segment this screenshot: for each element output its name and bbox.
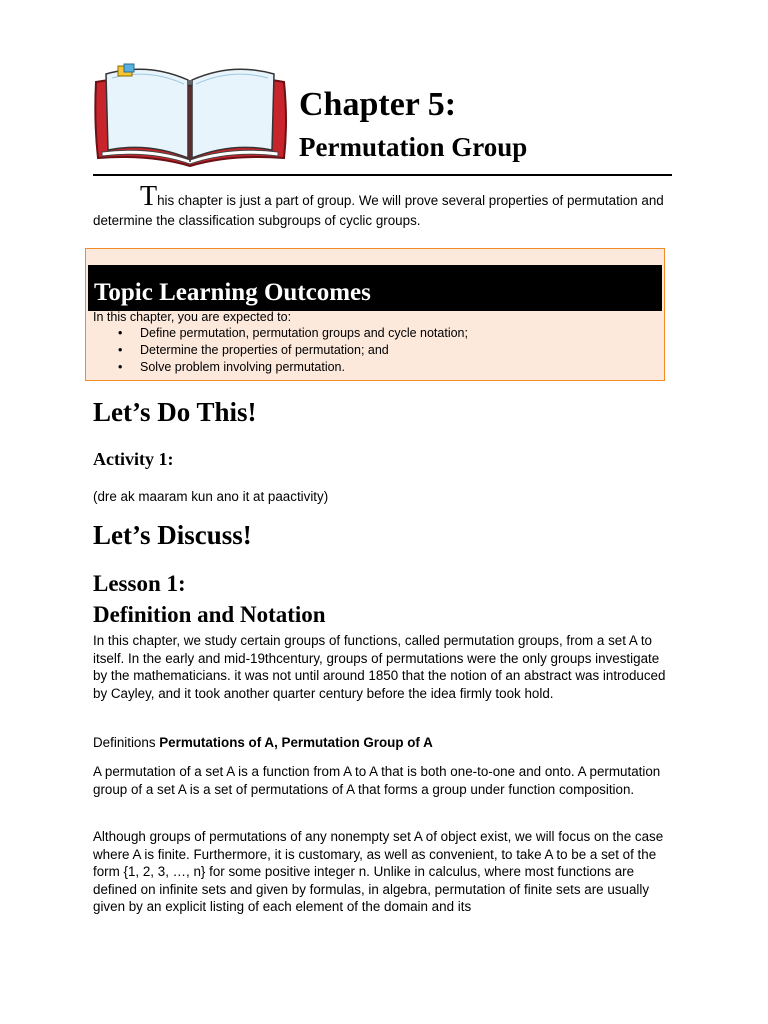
header-divider: [93, 174, 672, 176]
chapter-title: Chapter 5:: [299, 86, 457, 123]
activity-heading: Activity 1:: [93, 449, 174, 469]
paragraph-definition: A permutation of a set A is a function from A to A that is both one-to-one and onto. A permutation group of a set A is a set of permutations of A that forms a group under function composition.: [93, 764, 661, 797]
chapter-subtitle: Permutation Group: [299, 132, 528, 162]
definitions-line: [93, 734, 677, 752]
list-item: • Solve problem involving permutation.: [118, 359, 468, 376]
paragraph-finite-sets: Although groups of permutations of any nonempty set A of object exist, we will focus on the case where A is finite. Furthermore, it is customary, as well as convenient, to take A to be a set of the form {1, 2, 3, …, n} for some positive integer n. Unlike in calculus, where most functions are defined on infinite sets and given by formulas, in algebra, permutation of finite sets are usually given by an explicit listing of each element of the domain and its: [93, 829, 664, 915]
definitions-label: Definitions: [93, 735, 160, 750]
list-item: • Determine the properties of permutation; and: [118, 342, 468, 359]
drop-cap: T: [140, 181, 158, 212]
lesson-title: Definition and Notation: [93, 602, 326, 627]
lesson-heading: Lesson 1:: [93, 571, 186, 596]
learning-outcomes-box: [85, 248, 665, 381]
learning-outcomes-header: [88, 265, 662, 311]
paragraph-intro: In this chapter, we study certain groups of functions, called permutation groups, from a set A to itself. In the early and mid-19thcentury, groups of permutations were the only groups investigate by the mathematicians. it was not until around 1850 that the notion of an abstract was introduced by Cayley, and it took another quarter century before the idea firmly took hold.: [93, 633, 666, 701]
definitions-title: Permutations of A, Permutation Group of A: [159, 735, 433, 750]
activity-text: (dre ak maaram kun ano it at paactivity): [93, 489, 329, 504]
lets-discuss-heading: Let’s Discuss!: [93, 520, 252, 550]
lets-do-heading: Let’s Do This!: [93, 397, 257, 427]
learning-outcomes-title: Topic Learning Outcomes: [94, 279, 371, 306]
intro-text: his chapter is just a part of group. We will prove several properties of permutation and determine the classification subgroups of cyclic groups.: [93, 193, 664, 228]
learning-outcomes-list: [118, 325, 468, 376]
learning-outcomes-intro: In this chapter, you are expected to:: [93, 310, 292, 324]
list-item: • Define permutation, permutation groups and cycle notation;: [118, 325, 468, 342]
open-book-icon: [90, 62, 290, 170]
chapter-intro: [93, 181, 677, 231]
